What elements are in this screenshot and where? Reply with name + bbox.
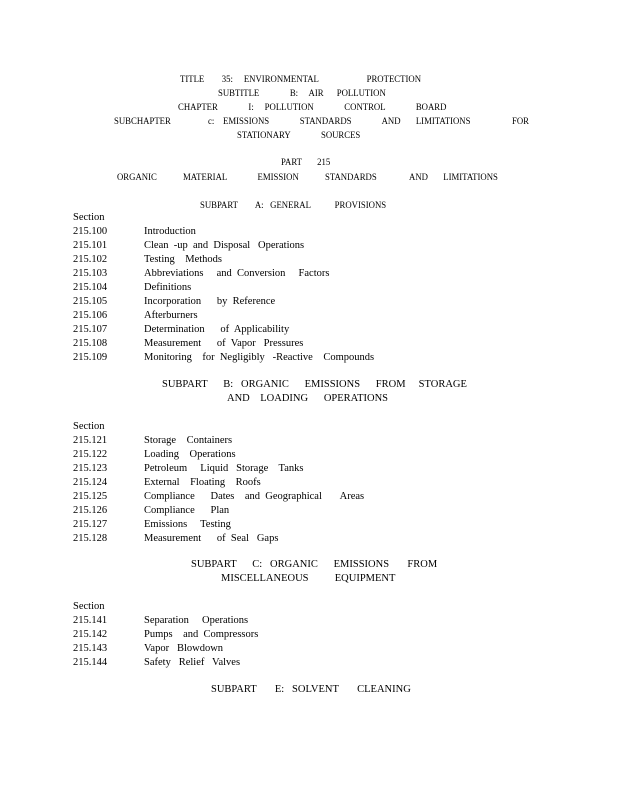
section-title: Determination of Applicability bbox=[144, 324, 290, 335]
section-title: Separation Operations bbox=[144, 615, 249, 626]
section-title: Vapor Blowdown bbox=[144, 643, 224, 654]
section-number: 215.109 bbox=[73, 352, 108, 363]
section-title: Introduction bbox=[144, 226, 196, 237]
section-title: Compliance Dates and Geographical Areas bbox=[144, 491, 365, 502]
section-number: 215.103 bbox=[73, 268, 108, 279]
section-number: 215.121 bbox=[73, 435, 108, 446]
section-title: Incorporation by Reference bbox=[144, 296, 276, 307]
section-title: Safety Relief Valves bbox=[144, 657, 241, 668]
title-line: TITLE 35: ENVIRONMENTAL PROTECTION bbox=[180, 75, 422, 85]
section-number: 215.124 bbox=[73, 477, 108, 488]
section-number: 215.142 bbox=[73, 629, 108, 640]
section-title: Petroleum Liquid Storage Tanks bbox=[144, 463, 304, 474]
section-title: Afterburners bbox=[144, 310, 198, 321]
section-number: 215.141 bbox=[73, 615, 108, 626]
section-label: Section bbox=[73, 212, 105, 223]
section-number: 215.128 bbox=[73, 533, 108, 544]
section-number: 215.123 bbox=[73, 463, 108, 474]
subchapter-line-2: STATIONARY SOURCES bbox=[237, 131, 361, 141]
section-title: Monitoring for Negligibly -Reactive Compounds bbox=[144, 352, 375, 363]
section-title: Measurement of Seal Gaps bbox=[144, 533, 279, 544]
section-number: 215.144 bbox=[73, 657, 108, 668]
section-title: Definitions bbox=[144, 282, 192, 293]
section-title: Measurement of Vapor Pressures bbox=[144, 338, 304, 349]
section-number: 215.106 bbox=[73, 310, 108, 321]
part-title: ORGANIC MATERIAL EMISSION STANDARDS AND LIMITATIONS bbox=[117, 173, 498, 183]
part-number: PART 215 bbox=[281, 158, 331, 168]
chapter-line: CHAPTER I: POLLUTION CONTROL BOARD bbox=[178, 103, 447, 113]
section-number: 215.105 bbox=[73, 296, 108, 307]
section-number: 215.126 bbox=[73, 505, 108, 516]
section-title: Clean -up and Disposal Operations bbox=[144, 240, 305, 251]
subpart-b-title-line-1: SUBPART B: ORGANIC EMISSIONS FROM STORAGE bbox=[162, 379, 467, 390]
subchapter-line: SUBCHAPTER c: EMISSIONS STANDARDS AND LIMITATIONS FOR bbox=[114, 117, 530, 127]
section-number: 215.102 bbox=[73, 254, 108, 265]
section-label: Section bbox=[73, 601, 105, 612]
subpart-c-title-line-1: SUBPART C: ORGANIC EMISSIONS FROM bbox=[191, 559, 438, 570]
section-number: 215.108 bbox=[73, 338, 108, 349]
section-title: Storage Containers bbox=[144, 435, 233, 446]
section-label: Section bbox=[73, 421, 105, 432]
subpart-a-title: SUBPART A: GENERAL PROVISIONS bbox=[200, 201, 387, 211]
section-number: 215.100 bbox=[73, 226, 108, 237]
section-title: Compliance Plan bbox=[144, 505, 230, 516]
section-number: 215.107 bbox=[73, 324, 108, 335]
section-number: 215.104 bbox=[73, 282, 108, 293]
subpart-c-title-line-2: MISCELLANEOUS EQUIPMENT bbox=[221, 573, 396, 584]
section-number: 215.101 bbox=[73, 240, 108, 251]
section-title: External Floating Roofs bbox=[144, 477, 261, 488]
subtitle-line: SUBTITLE B: AIR POLLUTION bbox=[218, 89, 386, 99]
section-title: Emissions Testing bbox=[144, 519, 231, 530]
section-number: 215.127 bbox=[73, 519, 108, 530]
subpart-b-title-line-2: AND LOADING OPERATIONS bbox=[227, 393, 388, 404]
subpart-e-title: SUBPART E: SOLVENT CLEANING bbox=[211, 684, 411, 695]
section-title: Loading Operations bbox=[144, 449, 236, 460]
section-title: Testing Methods bbox=[144, 254, 223, 265]
section-title: Abbreviations and Conversion Factors bbox=[144, 268, 330, 279]
section-number: 215.122 bbox=[73, 449, 108, 460]
section-number: 215.143 bbox=[73, 643, 108, 654]
section-number: 215.125 bbox=[73, 491, 108, 502]
section-title: Pumps and Compressors bbox=[144, 629, 259, 640]
